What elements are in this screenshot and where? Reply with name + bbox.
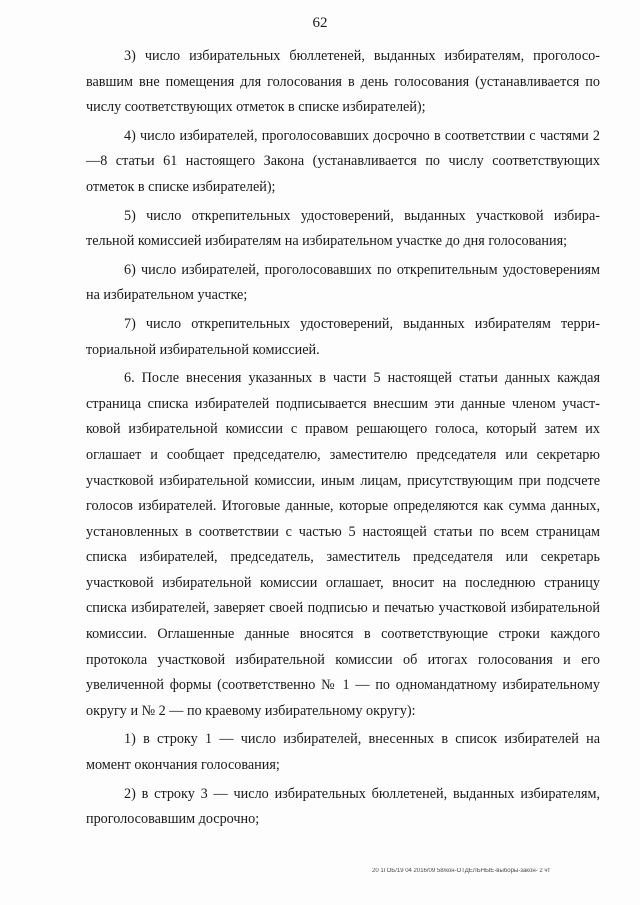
paragraph-item-6: 6) число избирателей, проголосовавших по открепительным удостоверениям на избирательном участке; <box>86 261 600 304</box>
paragraph-item-7: 7) число открепительных удостоверений, выданных избирателям территориальной избирательной комиссией. <box>86 315 600 358</box>
document-body <box>86 44 600 836</box>
paragraph-subitem-1: 1) в строку 1 — число избирателей, внесенных в список избирателей на момент окончания голосования; <box>86 731 600 774</box>
page-number: 62 <box>312 15 328 31</box>
paragraph-item-4: 4) число избирателей, проголосовавших досрочно в соответствии с частями 2—8 статьи 61 настоящего Закона (устанавливается по числу соответствующих отметок в списке избирателей); <box>86 127 600 195</box>
paragraph-item-3: 3) число избирательных бюллетеней, выданных избирателям, проголосовавшим вне помещения для голосования в день голосования (устанавливается по числу соответствующих отметок в списке избирателей); <box>86 48 600 116</box>
footer-file-reference: 20 1ГОБ/19 04 2016/09 58/кон-ОТДЕЛЬНЫЕ-выборы-закон- 2 чт <box>372 868 551 874</box>
paragraph-item-5: 5) число открепительных удостоверений, выданных участковой избирательной комиссией избирателям на избирательном участке до дня голосования; <box>86 207 600 250</box>
paragraph-subitem-2: 2) в строку 3 — число избирательных бюллетеней, выданных избирателям, проголосовавшим досрочно; <box>86 785 600 828</box>
paragraph-part-6: 6. После внесения указанных в части 5 настоящей статьи данных каждая страница списка избирателей подписывается внесшим эти данные членом участковой избирательной комиссии с правом решающего голоса, который затем их оглашает и сообщает председателю, заместителю председателя или секретарю участковой избирательной комиссии, иным лицам, присутствующим при подсчете голосов избирателей. Итоговые данные, которые определяются как сумма данных, установленных в соответствии с частью 5 настоящей статьи по всем страницам списка избирателей, председатель, заместитель председателя или секретарь участковой избирательной комиссии оглашает, вносит на последнюю страницу списка избирателей, заверяет своей подписью и печатью участковой избирательной комиссии. Оглашенные данные вносятся в соответствующие строки каждого протокола участковой избирательной комиссии об итогах голосования и его увеличенной формы (соответственно № 1 — по одномандатному избирательному округу и № 2 — по краевому избирательному округу): <box>86 370 600 719</box>
